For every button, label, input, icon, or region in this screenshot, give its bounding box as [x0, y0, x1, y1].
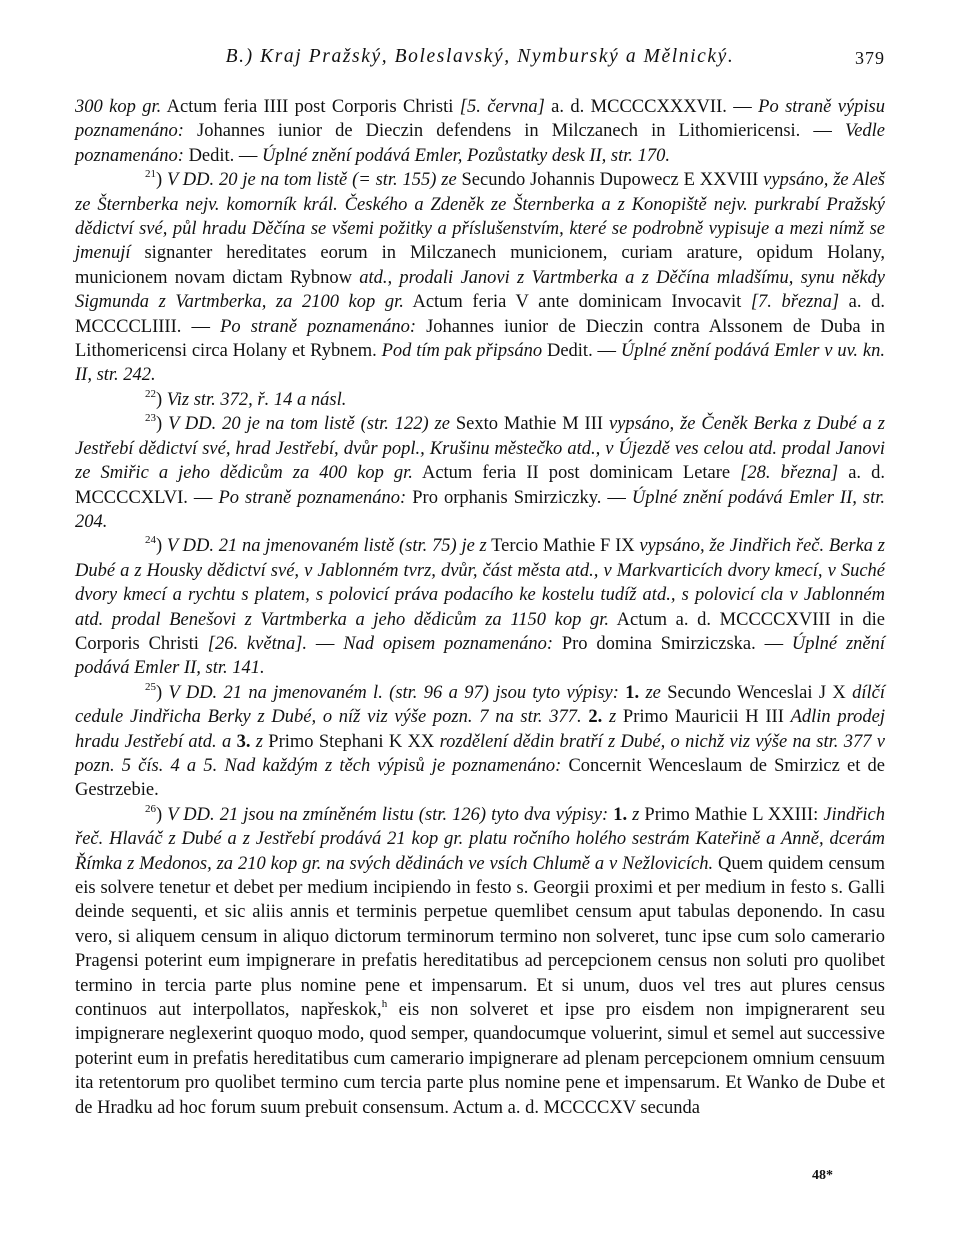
text-run: signanter hereditates eorum in Milczanech municionem, curiam arature, opidum Holany, municionem novam dictam Rybnow [75, 243, 885, 288]
text-run: Po straně poznamenáno: [220, 316, 417, 337]
text-run: a. d. MCCCCLIIII. — [75, 292, 885, 337]
text-run: Actum feria IIII post Corporis Christi [161, 97, 460, 117]
text-run: Úplné znění podává Emler II, str. 204. [75, 487, 886, 532]
text-run: dílčí cedule Jindřicha Berky z Dubé, o níž viz výše pozn. 7 na str. 377. [75, 682, 886, 728]
text-run: Po straně výpisu poznamenáno: [75, 97, 885, 142]
text-run: Úplné znění podává Emler v uv. kn. II, str. 242. [75, 341, 885, 386]
footnote-continuation [75, 95, 885, 168]
footnote-number: 25 [145, 680, 156, 693]
text-run: Primo Mauricii H III [616, 707, 791, 728]
text-run: Primo Stephani K XX [262, 731, 440, 752]
text-run: vypsáno, že Jindřich řeč. Berka z Dubé a z Housky dědictví své, v Jablonném tvrz, dvůr, část města atd., v Markvarticích dvory kmecí, v Suché dvory kmecí a rychtu s platem, s polovicí práva podacího ke kostelu tudíž atd., s polovicí cla v Jablonném atd. prodal Benešovi z Vartmberka a jeho dědicům za 1150 kop gr. [75, 536, 885, 630]
text-run: Dedit. — [183, 145, 263, 166]
footnote-24 [75, 534, 885, 680]
text-run: Actum a. d. MCCCCXVIII in die Corporis Christi [75, 609, 885, 654]
text-run: Johannes iunior de Dieczin contra Alssonem de Duba in Lithomericensi circa Holany et Rybnem. [75, 316, 886, 362]
text-run: 2. [588, 707, 603, 728]
text-run: Jindřich řeč. Hlaváč z Dubé a z Jestřebí prodává 21 kop gr. platu ročního holého sestrám Kateřině a Anně, dcerám Římka z Medonos, za 210 kop gr. na svých dědinách ve vsích Chlumě a v Nežlovicích. [75, 804, 885, 874]
text-run: Pod tím pak připsáno [381, 341, 543, 362]
text-run: Pro domina Smirziczska. — [553, 633, 792, 654]
text-run: Primo Mathie L XXIII: [639, 804, 824, 825]
footnote-21 [75, 168, 885, 388]
text-run: Tercio Mathie F IX [486, 536, 640, 557]
footnote-number: 22 [145, 387, 156, 400]
footnote-number: 21 [145, 168, 156, 181]
text-run: Pro orphanis Smirziczky. — [406, 487, 632, 508]
text-run: 300 kop gr. [75, 97, 162, 117]
footnote-26 [75, 803, 885, 1120]
footnote-number-paren: ) [156, 682, 169, 703]
text-run: Adlin prodej hradu Jestřebí atd. a [75, 707, 886, 752]
text-run: Quem quidem censum eis solvere tenetur et debet per medium incipiendo in festo s. Georgii proximi et per medium in festo s. Galli deinde sequenti, et sic aliis annis et terminis perpetue quemlibet censum aput tabulas deponendo. In casu vero, si aliquem censum in aliquo dictorum terminorum termino non solveret, tunc ipse cum solo camerario Pragensi poterint eum impignerare in prefatis hereditatibus ad percepcionem census non soluti pro quolibet termino in tercia parte plus nomine pene et impensarum. Et si unum, duos vel tres aut plures census continuos aut interpollatos, napřeskok, [75, 853, 885, 1021]
text-run: [5. června] [459, 97, 545, 117]
text-run: V DD. 20 je na tom listě (= str. 155) ze [167, 170, 457, 191]
text-run: V DD. 21 jsou na zmíněném listu (str. 126) tyto dva výpisy: [167, 804, 609, 825]
text-run: Johannes iunior de Dieczin defendens in Milczanech in Lithomiericensi. — [183, 121, 845, 142]
footnote-number-paren: ) [156, 804, 168, 825]
text-run: [26. května]. [207, 633, 308, 654]
text-run: V DD. 21 na jmenovaném listě (str. 75) je z [166, 536, 487, 557]
text-run: ze [639, 682, 661, 703]
footnote-number-paren: ) [156, 536, 167, 557]
running-title: B.) Kraj Pražský, Boleslavský, Nymburský a Mělnický. [225, 46, 735, 67]
footnote-number-paren: ) [156, 389, 167, 410]
text-run: eis non solveret et ipse pro eisdem non impignerarent seu impignerare neglexerint quoquo modo, quod semper, quandocumque voluerint, simul et semel aut successive poterint eum in prefatis hereditatibus cum camerario impignerare ad plenam percepcionem omnium censuum ita retentorum pro quolibet termino cum tercia parte plus nomine pene et impensarum. Et Wanko de Dube et de Hradku ad hoc forum suum prebuit consensum. Actum a. d. MCCCCXV secunda [75, 1000, 885, 1118]
text-run: [28. března] [740, 463, 839, 484]
footnote-number-paren: ) [156, 170, 167, 191]
footnote-number: 26 [145, 802, 156, 815]
text-run: Vedle poznamenáno: [75, 121, 885, 166]
text-run: Secundo Johannis Dupowecz E XXVIII [456, 170, 764, 191]
text-run: V DD. 20 je na tom listě (str. 122) ze [168, 414, 450, 435]
text-run: z [250, 731, 263, 752]
text-run: Úplné znění podává Emler II, str. 141. [75, 633, 885, 679]
text-run: Úplné znění podává Emler, Pozůstatky desk II, str. 170. [262, 145, 671, 166]
text-run: Viz str. 372, ř. 14 a násl. [166, 389, 347, 410]
footnote-25 [75, 681, 885, 803]
text-run: vypsáno, že Čeněk Berka z Dubé a z Jestřebí dědictví své, hrad Jestřebí, dvůr popl., Krušinu městečko atd., v Újezdě ves celou atd. prodal Janovi ze Smiřic a jeho dědicům za 400 kop gr. [75, 414, 885, 484]
text-run: Secundo Wenceslai J X [660, 682, 853, 703]
footnote-23 [75, 412, 885, 534]
footnote-number: 24 [145, 534, 156, 547]
footnote-number: 23 [145, 412, 156, 425]
text-run: — [307, 633, 344, 654]
text-run: 1. [613, 804, 628, 825]
text-run: Actum feria V ante dominicam Invocavit [403, 292, 751, 313]
text-run: Actum feria II post dominicam Letare [412, 463, 741, 484]
text-run: atd., prodali Janovi z Vartmberka a z Děčína mladšímu, synu někdy Sigmunda z Vartmberka, za 2100 kop gr. [75, 267, 885, 313]
text-run: Sexto Mathie M III [449, 414, 609, 435]
text-run: Po straně poznamenáno: [218, 487, 407, 508]
text-run: V DD. 21 na jmenovaném l. (str. 96 a 97) jsou tyto výpisy: [168, 682, 619, 703]
text-run: Nad opisem poznamenáno: [343, 633, 554, 654]
text-run: a. d. MCCCCXXXVII. — [544, 97, 759, 117]
text-run: [7. března] [750, 292, 840, 313]
text-run: z [602, 707, 617, 728]
footnotes-text [75, 95, 885, 1120]
footnote-number-paren: ) [156, 414, 169, 435]
text-run: h [381, 997, 388, 1010]
text-run: 3. [236, 731, 251, 752]
text-run: z [627, 804, 640, 825]
text-run: Concernit Wenceslaum de Smirzicz et de Gestrzebie. [75, 755, 885, 801]
text-run: a. d. MCCCCXLVI. — [75, 463, 885, 508]
text-run: 1. [625, 682, 640, 703]
signature-mark: 48* [812, 1168, 833, 1183]
text-run: rozdělení dědin bratří z Dubé, o nichž viz výše na str. 377 v pozn. 5 čís. 4 a 5. Nad každým z těch výpisů je poznamenáno: [75, 731, 886, 776]
text-run: Dedit. — [542, 341, 621, 362]
footnote-22 [75, 388, 885, 412]
page-header [75, 46, 885, 76]
text-run: vypsáno, že Aleš ze Šternberka nejv. komorník král. Českého a Zdeněk ze Šternberka a z Konopiště nejv. purkrabí Pražský dědictví své, půl hradu Děčína se všemi požitky a příslušenstvím, které se podrobně vypisuje a mezi nímž se jmenují [75, 170, 885, 264]
page-number: 379 [855, 48, 885, 68]
